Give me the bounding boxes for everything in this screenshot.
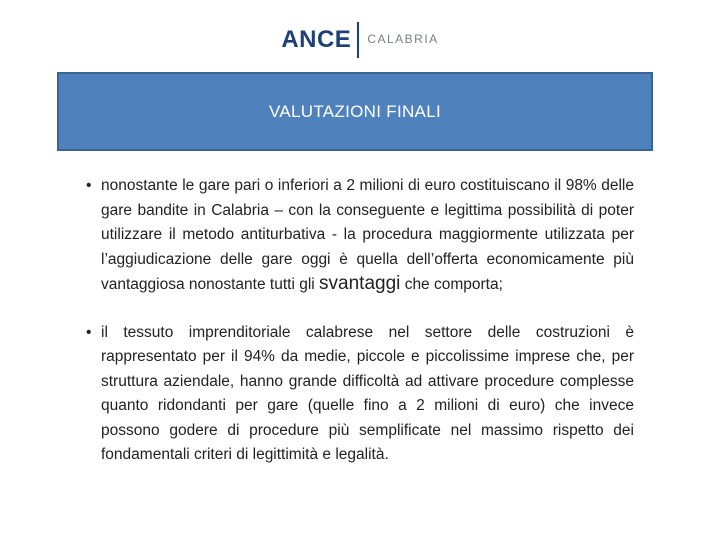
bullet-marker: •	[86, 323, 92, 341]
page-title: VALUTAZIONI FINALI	[269, 101, 441, 121]
logo-sub-text: CALABRIA	[367, 32, 439, 46]
logo-main-text: ANCE	[281, 26, 352, 53]
bullet-text-before: nonostante le gare pari o inferiori a 2 milioni di euro costituiscano il 98% delle gare bandite in Calabria – con la conseguente e legittima possibilità di poter utilizzare il metodo antiturbativa - la procedura maggiormente utilizzata per l’aggiudicazione delle gare oggi è quella dell’offerta economicamente più vantaggiosa nonostante tutti gli	[101, 177, 634, 293]
ance-logo	[0, 22, 720, 58]
bullet-list	[0, 174, 720, 468]
bullet-text-after: che comporta;	[404, 276, 503, 293]
title-banner	[57, 72, 653, 151]
bullet-emphasis: svantaggi	[319, 273, 401, 294]
bullet-item-2	[0, 321, 720, 468]
bullet-text	[101, 174, 634, 298]
bullet-text: il tessuto imprenditoriale calabrese nel settore delle costruzioni è rappresentato per il 94% da medie, piccole e piccolissime imprese che, per struttura aziendale, hanno grande difficoltà ad attivare procedure complesse quanto ridondanti per gare (quelle fino a 2 milioni di euro) che invece possono godere di procedure più semplificate nel massimo rispetto dei fondamentali criteri di legittimità e legalità.	[101, 323, 634, 463]
bullet-item-1	[0, 174, 720, 298]
bullet-marker: •	[86, 177, 92, 194]
logo-divider	[357, 22, 359, 58]
